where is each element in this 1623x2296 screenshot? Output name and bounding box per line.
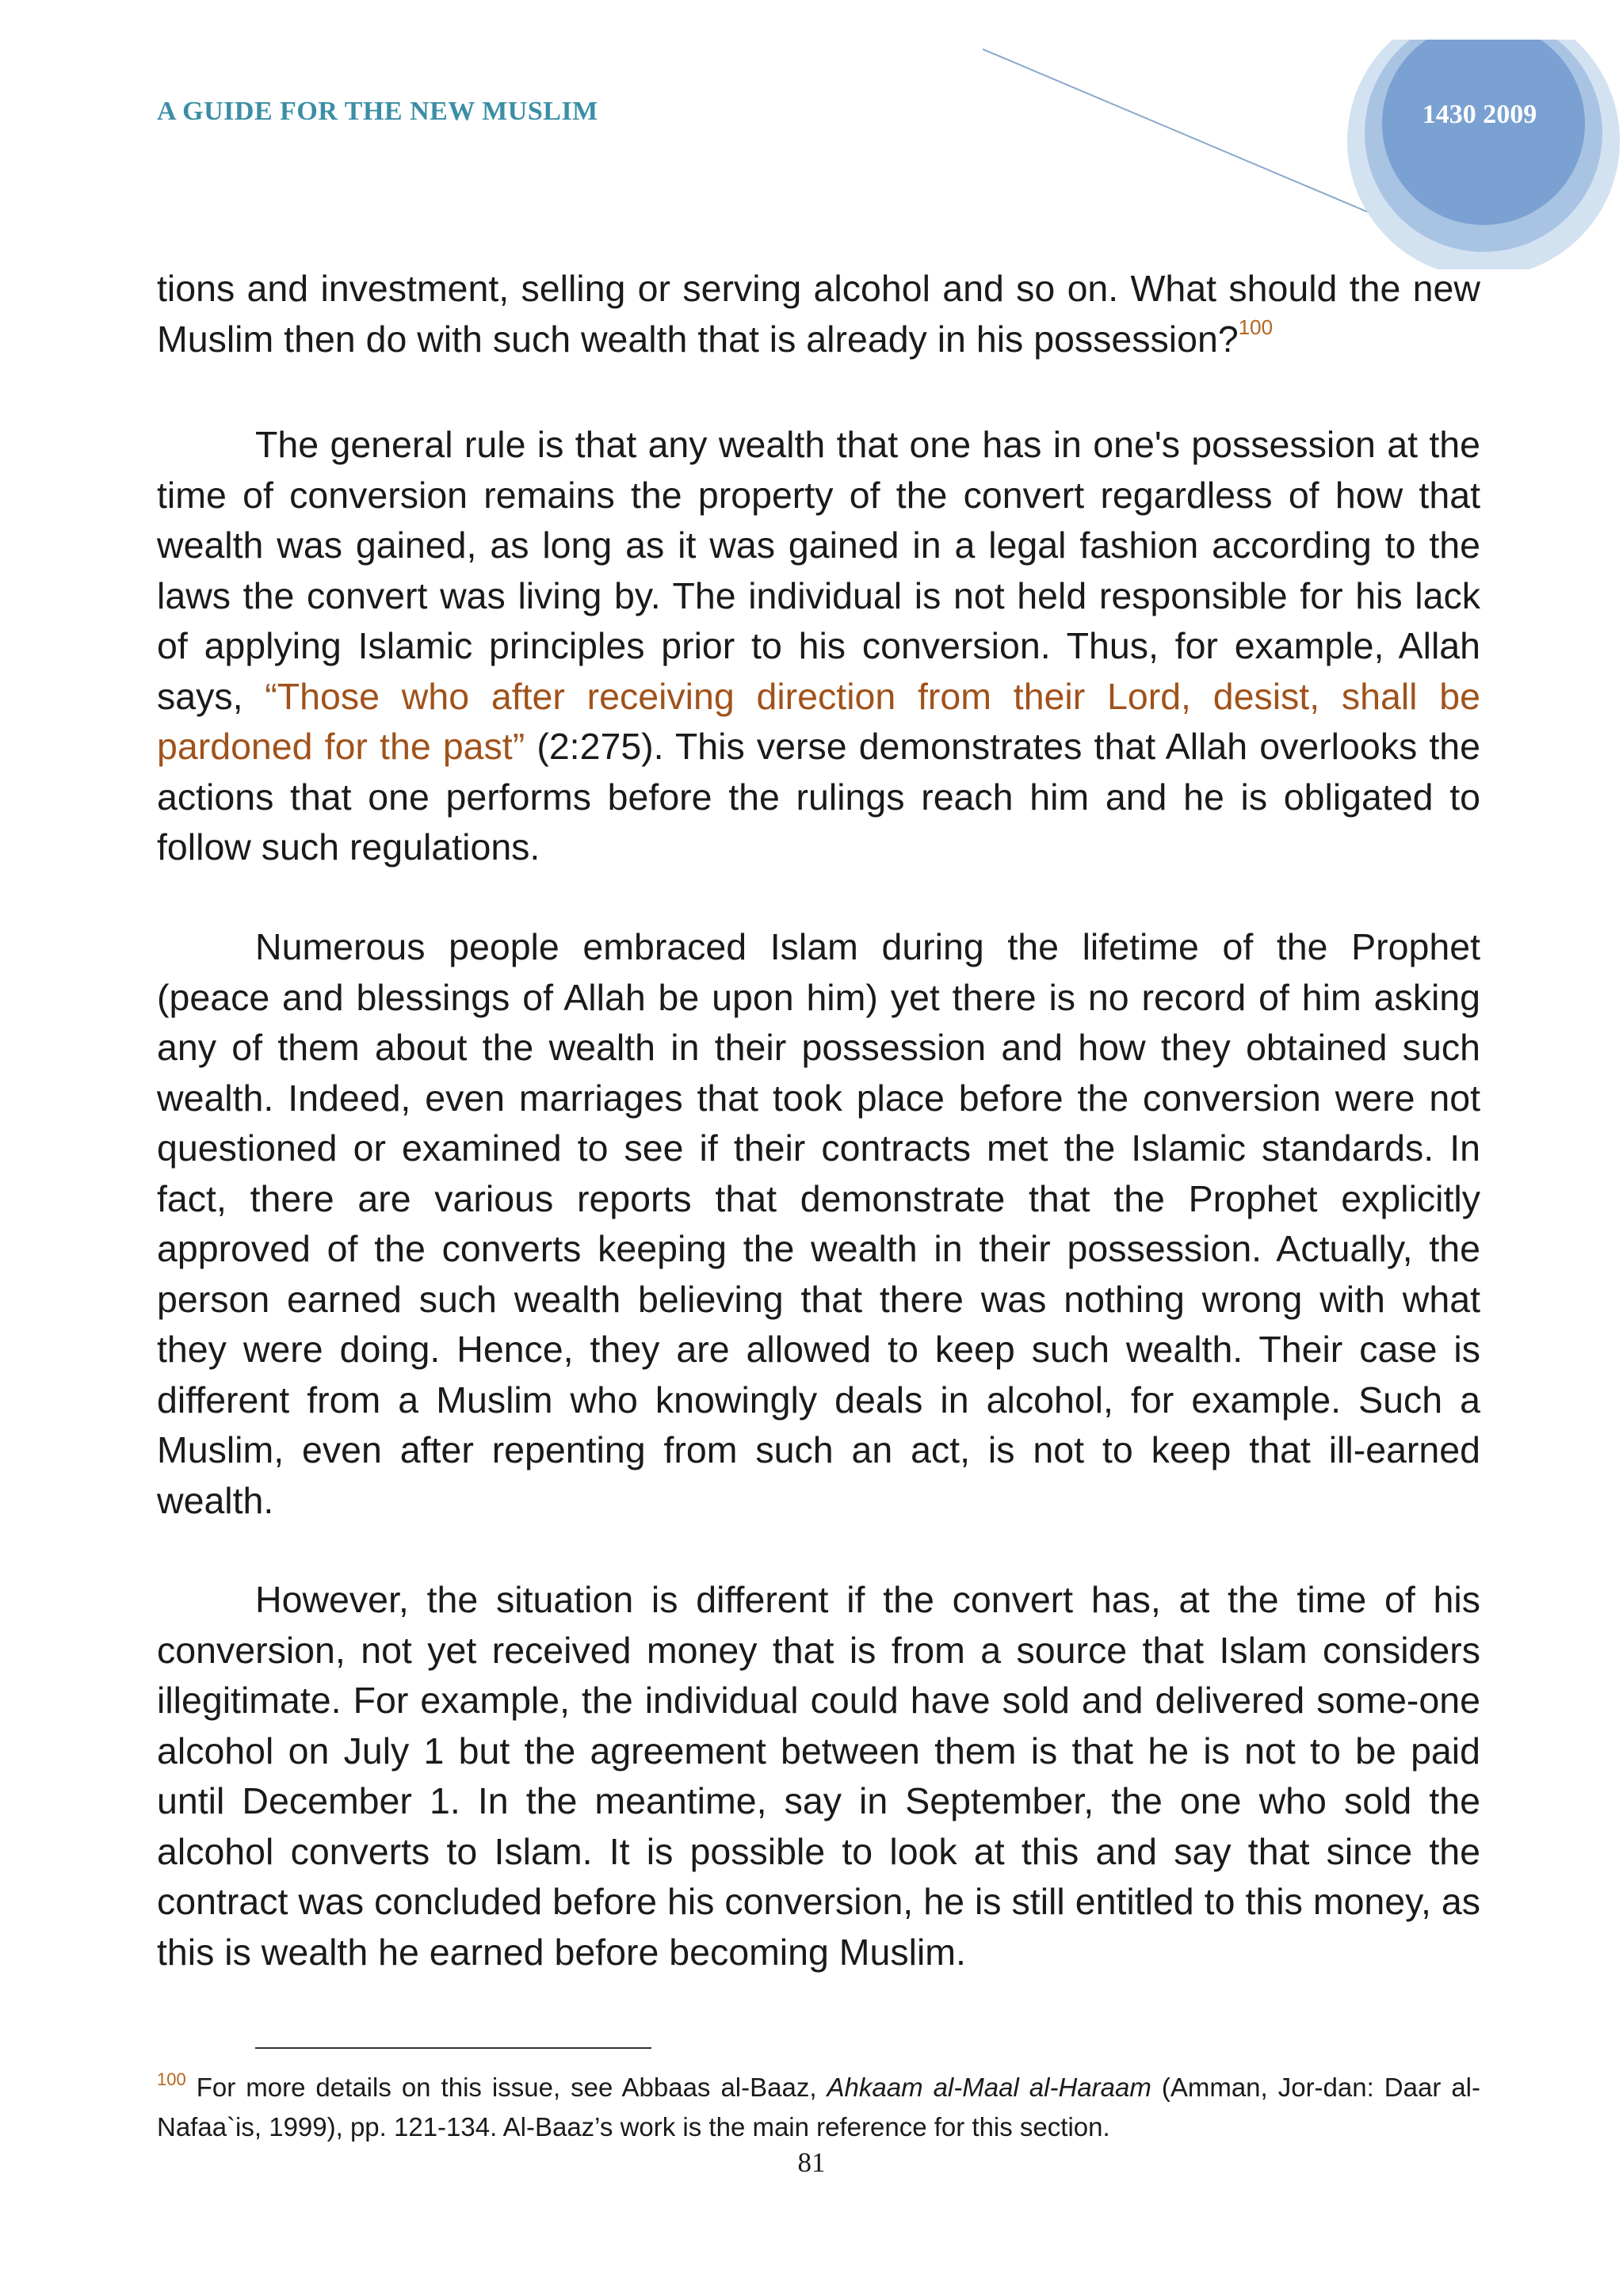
- paragraph-2-text: Numerous people embraced Islam during the lifetime of the Prophet (peace and blessings of Allah be upon him) yet there is no record of him asking any of them about the wealth in their possession and how they obtained such wealth. Indeed, even marriages that took place before the conversion were not questioned or examined to see if their contracts met the Islamic standards. In fact, there are various reports that demonstrate that the Prophet explicitly approved of the converts keeping the wealth in their possession. Actually, the person earned such wealth believing that there was nothing wrong with what they were doing. Hence, they are allowed to keep such wealth. Their case is different from a Muslim who knowingly deals in alcohol, for example. Such a Muslim, even after repenting from such an act, is not to keep that ill-earned wealth.: [157, 926, 1480, 1521]
- footnote-separator: [255, 2047, 651, 2049]
- footnote-book-title: Ahkaam al-Maal al-Haraam: [827, 2073, 1151, 2102]
- header-diagonal-line: [983, 49, 1395, 223]
- paragraph-3-text: However, the situation is different if the convert has, at the time of his conversion, not yet received money that is from a source that Islam considers illegitimate. For example, the individual could have sold and delivered some-one alcohol on July 1 but the agreement between them is that he is not to be paid until December 1. In the meantime, say in September, the one who sold the alcohol converts to Islam. It is possible to look at this and say that since the contract was concluded before his conversion, he is still entitled to this money, as this is wealth he earned before becoming Muslim.: [157, 1579, 1480, 1973]
- paragraph-general-rule: [157, 420, 1480, 873]
- paragraph-situation-different: [157, 1575, 1480, 1978]
- paragraph-0-text: tions and investment, selling or serving alcohol and so on. What should the new Muslim then do with such wealth that is already in his possession?: [157, 268, 1480, 360]
- footnote-text-end: (Amman, Jor-dan: Daar al-Nafaa`is, 1999), pp. 121-134. Al-Baaz’s work is the main reference for this section.: [157, 2073, 1480, 2142]
- paragraph-prophet-era: [157, 922, 1480, 1526]
- running-header-title: A GUIDE FOR THE NEW MUSLIM: [157, 97, 598, 126]
- header-decoration: [983, 40, 1623, 269]
- footnote: [157, 2068, 1480, 2147]
- footnote-reference[interactable]: 100: [1238, 315, 1274, 339]
- paragraph-1-text-start: The general rule is that any wealth that one has in one's possession at the time of conversion remains the property of the convert regardless of how that wealth was gained, as long as it was gained in a legal fashion according to the laws the convert was living by. The individual is not held responsible for his lack of applying Islamic principles prior to his conversion. Thus, for example, Allah says,: [157, 424, 1480, 717]
- footnote-text-start: For more details on this issue, see Abbaas al-Baaz,: [185, 2073, 827, 2102]
- page-number: 81: [797, 2147, 826, 2178]
- footnote-number: 100: [157, 2069, 186, 2089]
- header-year: 1430 2009: [1422, 100, 1537, 129]
- paragraph-continuation: [157, 264, 1480, 364]
- paragraph-1-text-end: (2:275). This verse demonstrates that Allah overlooks the actions that one performs before the rulings reach him and he is obligated to follow such regulations.: [157, 726, 1480, 868]
- quran-quote: “Those who after receiving direction from their Lord, desist, shall be pardoned for the past”: [157, 675, 1480, 767]
